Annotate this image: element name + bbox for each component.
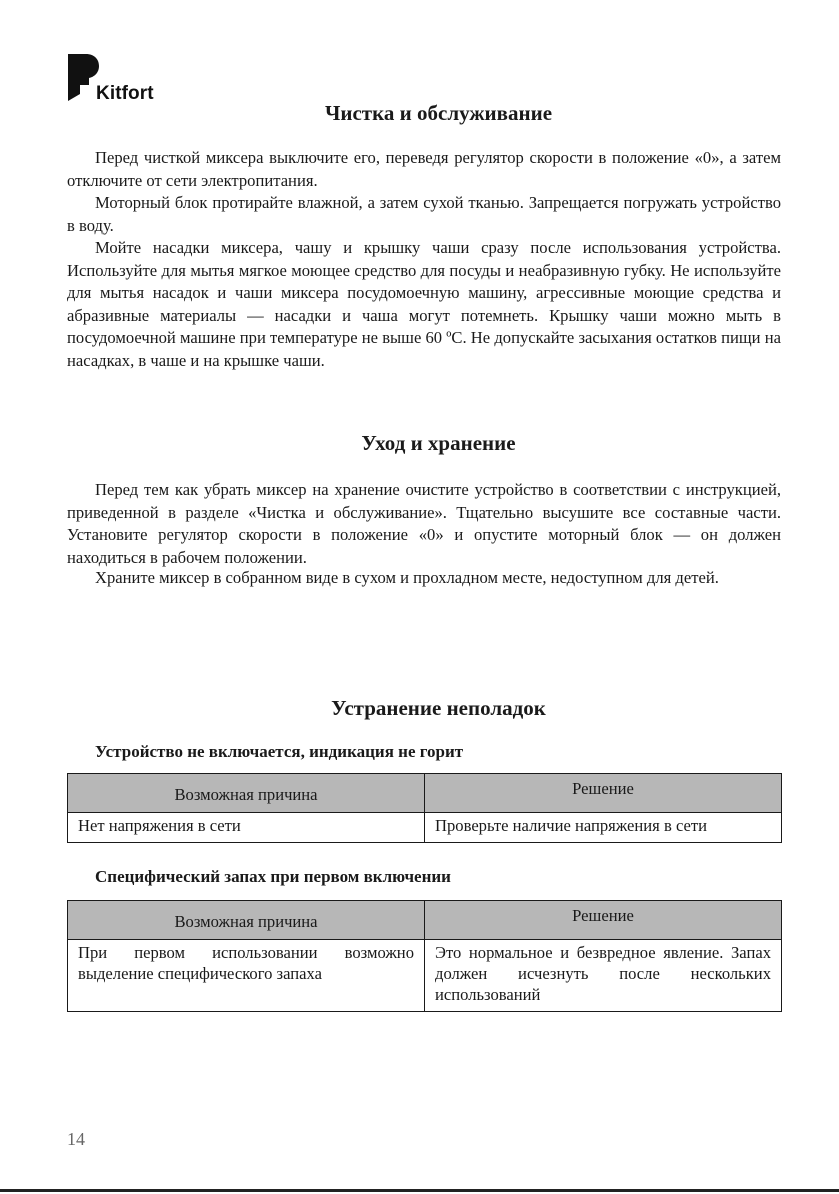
- brand-name: Kitfort: [96, 83, 154, 104]
- column-header-cause: Возможная причина: [68, 901, 425, 940]
- cause-cell: Нет напряжения в сети: [68, 813, 425, 843]
- column-header-solution: Решение: [425, 901, 782, 940]
- brand-logo: [66, 53, 166, 103]
- cleaning-paragraph: Мойте насадки миксера, чашу и крышку чаши сразу после использования устройства. Используйте для мытья мягкое моющее средство для посуды и неабразивную губку. Не используйте для мытья насадок и чаши миксера посудомоечную машину, агрессивные моющие средства и абразивные материалы — насадки и чаша могут потемнеть. Крышку чаши можно мыть в посудомоечной машине при температуре не выше 60 ºС. Не допускайте засыхания остатков пищи на насадках, в чаше и на крышке чаши.: [67, 238, 781, 370]
- section-title-cleaning: Чистка и обслуживание: [324, 101, 553, 125]
- column-header-solution: Решение: [425, 774, 782, 813]
- cause-cell: При первом использовании возможно выделение специфического запаха: [68, 940, 425, 1012]
- troubleshooting-table: [67, 773, 782, 843]
- cleaning-paragraph: Перед чисткой миксера выключите его, переведя регулятор скорости в положение «0», а затем отключите от сети электропитания.: [67, 148, 781, 190]
- section-title-storage: Уход и хранение: [361, 431, 516, 455]
- section-title-troubleshooting: Устранение неполадок: [331, 696, 546, 720]
- storage-paragraph: Перед тем как убрать миксер на хранение очистите устройство в соответствии с инструкцией, приведенной в разделе «Чистка и обслуживание». Тщательно высушите все составные части. Установите регулятор скорости в положение «0» и опустите моторный блок — он должен находиться в рабочем положении.: [67, 480, 781, 567]
- page-bottom-rule: [0, 1189, 839, 1192]
- solution-cell: Проверьте наличие напряжения в сети: [425, 813, 782, 843]
- solution-cell: Это нормальное и безвредное явление. Запах должен исчезнуть после нескольких использований: [425, 940, 782, 1012]
- table-header-row: [68, 774, 782, 813]
- table-row: [68, 813, 782, 843]
- problem-heading: Специфический запах при первом включении: [95, 867, 451, 886]
- kitfort-logo-mark-icon: [66, 53, 100, 103]
- storage-paragraph: Храните миксер в собранном виде в сухом и прохладном месте, недоступном для детей.: [95, 568, 719, 587]
- table-header-row: [68, 901, 782, 940]
- problem-heading: Устройство не включается, индикация не горит: [95, 742, 464, 761]
- page-number: 14: [67, 1129, 85, 1149]
- table-row: [68, 940, 782, 1012]
- column-header-cause: Возможная причина: [68, 774, 425, 813]
- troubleshooting-table: [67, 900, 782, 1012]
- cleaning-paragraph: Моторный блок протирайте влажной, а затем сухой тканью. Запрещается погружать устройство в воду.: [67, 193, 781, 235]
